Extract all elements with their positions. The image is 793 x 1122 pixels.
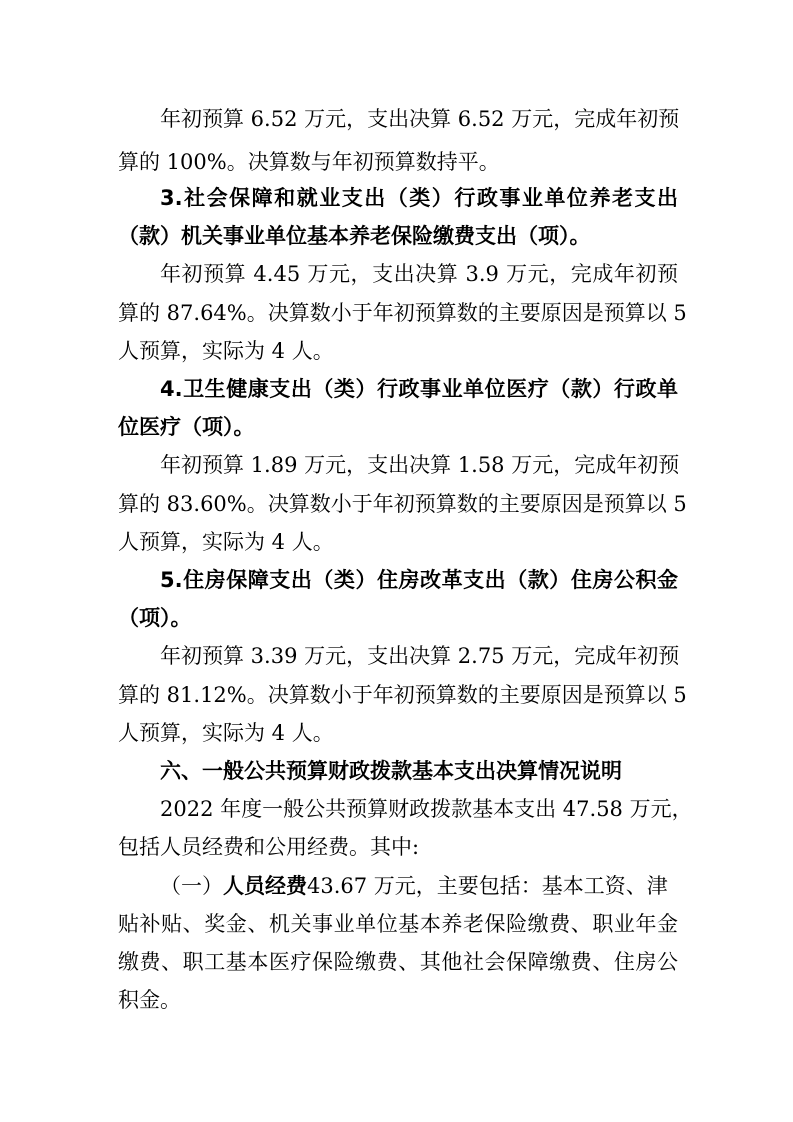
personnel-expense-line <box>160 873 678 899</box>
body-line: 贴补贴、奖金、机关事业单位基本养老保险缴费、职业年金 <box>118 912 678 936</box>
body-line: 人预算，实际为 4 人。 <box>118 530 334 554</box>
section-heading: 5.住房保障支出（类）住房改革支出（款）住房公积金 <box>160 568 678 592</box>
section-heading: 3.社会保障和就业支出（类）行政事业单位养老支出 <box>160 186 678 210</box>
personnel-prefix: （一） <box>160 874 223 898</box>
body-line: 年初预算 3.39 万元，支出决算 2.75 万元，完成年初预 <box>160 644 680 668</box>
body-line: 积金。 <box>118 988 181 1012</box>
section-heading: （款）机关事业单位基本养老保险缴费支出（项）。 <box>118 224 591 248</box>
chapter-heading: 六、一般公共预算财政拨款基本支出决算情况说明 <box>160 759 622 783</box>
section-heading: （项）。 <box>118 606 192 630</box>
personnel-label: 人员经费 <box>223 874 307 898</box>
body-line: 年初预算 4.45 万元，支出决算 3.9 万元，完成年初预 <box>160 262 678 286</box>
section-heading: 4.卫生健康支出（类）行政事业单位医疗（款）行政单 <box>160 377 678 401</box>
body-line: 2022 年度一般公共预算财政拨款基本支出 47.58 万元， <box>160 797 693 821</box>
body-line: 算的 83.60%。决算数小于年初预算数的主要原因是预算以 5 <box>118 492 687 516</box>
section-heading: 位医疗（项）。 <box>118 415 255 439</box>
body-line: 算的 81.12%。决算数小于年初预算数的主要原因是预算以 5 <box>118 683 687 707</box>
body-line: 年初预算 1.89 万元，支出决算 1.58 万元，完成年初预 <box>160 453 680 477</box>
body-line: 缴费、职工基本医疗保险缴费、其他社会保障缴费、住房公 <box>118 950 678 974</box>
body-line: 人预算，实际为 4 人。 <box>118 721 334 745</box>
body-line: 包括人员经费和公用经费。其中: <box>118 835 420 859</box>
body-line: 年初预算 6.52 万元，支出决算 6.52 万元，完成年初预 <box>160 107 680 131</box>
body-line: 人预算，实际为 4 人。 <box>118 339 334 363</box>
personnel-detail: 43.67 万元，主要包括：基本工资、津 <box>307 874 668 898</box>
body-line: 算的 100%。决算数与年初预算数持平。 <box>118 150 500 174</box>
body-line: 算的 87.64%。决算数小于年初预算数的主要原因是预算以 5 <box>118 301 687 325</box>
